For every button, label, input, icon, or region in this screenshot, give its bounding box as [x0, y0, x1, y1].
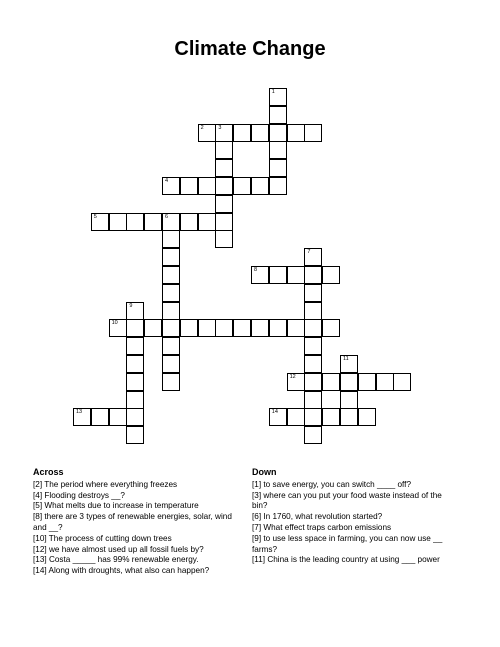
grid-cell[interactable]: [126, 337, 144, 355]
grid-cell[interactable]: [251, 266, 269, 284]
grid-cell[interactable]: [322, 408, 340, 426]
grid-cell[interactable]: [287, 266, 305, 284]
grid-cell[interactable]: [251, 319, 269, 337]
grid-cell[interactable]: [304, 337, 322, 355]
clue-number: 14: [271, 409, 278, 416]
grid-cell[interactable]: [198, 124, 216, 142]
grid-cell[interactable]: [215, 124, 233, 142]
grid-cell[interactable]: [126, 373, 144, 391]
grid-cell[interactable]: [269, 177, 287, 195]
down-clue: [252, 534, 457, 556]
down-clue: [252, 480, 457, 491]
grid-cell[interactable]: [162, 355, 180, 373]
clue-number: [12]: [33, 544, 47, 554]
grid-cell[interactable]: [322, 373, 340, 391]
clue-text: Costa _____ has 99% renewable energy.: [46, 555, 199, 565]
across-clue: [33, 545, 245, 556]
grid-cell[interactable]: [269, 124, 287, 142]
clue-number: 3: [218, 124, 222, 131]
clue-number: 2: [200, 124, 204, 131]
grid-cell[interactable]: [144, 213, 162, 231]
grid-cell[interactable]: [269, 319, 287, 337]
grid-cell[interactable]: [322, 319, 340, 337]
clue-number: [2]: [33, 479, 43, 489]
grid-cell[interactable]: [358, 408, 376, 426]
clue-number: [8]: [33, 512, 43, 522]
clue-number: [4]: [33, 490, 43, 500]
down-clue: [252, 555, 457, 566]
clue-number: [1]: [252, 479, 262, 489]
clue-number: 4: [165, 178, 169, 184]
grid-cell[interactable]: [269, 88, 287, 106]
grid-cell[interactable]: [126, 319, 144, 337]
clue-text: where can you put your food waste instead of the bin?: [252, 490, 442, 511]
grid-cell[interactable]: [109, 408, 127, 426]
grid-cell[interactable]: [340, 373, 358, 391]
across-clue: [33, 491, 245, 502]
grid-cell[interactable]: [91, 213, 109, 231]
grid-cell[interactable]: [109, 319, 127, 337]
grid-cell[interactable]: [304, 124, 322, 142]
grid-cell[interactable]: [162, 373, 180, 391]
grid-cell[interactable]: [215, 319, 233, 337]
grid-cell[interactable]: [304, 319, 322, 337]
grid-cell[interactable]: [126, 302, 144, 320]
across-clues: [33, 467, 245, 577]
grid-cell[interactable]: [73, 408, 91, 426]
grid-cell[interactable]: [215, 195, 233, 213]
grid-cell[interactable]: [269, 266, 287, 284]
grid-cell[interactable]: [269, 106, 287, 124]
clue-number: 1: [271, 89, 275, 95]
grid-cell[interactable]: [162, 302, 180, 320]
grid-cell[interactable]: [233, 319, 251, 337]
grid-cell[interactable]: [162, 213, 180, 231]
grid-cell[interactable]: [304, 373, 322, 391]
clue-number: 9: [129, 302, 133, 309]
grid-cell[interactable]: [198, 213, 216, 231]
clue-number: [6]: [252, 512, 262, 522]
grid-cell[interactable]: [215, 177, 233, 195]
grid-cell[interactable]: [287, 373, 305, 391]
grid-cell[interactable]: [287, 319, 305, 337]
grid-cell[interactable]: [126, 355, 144, 373]
clue-text: Along with droughts, what also can happen?: [46, 566, 210, 576]
grid-cell[interactable]: [180, 319, 198, 337]
clue-text: China is the leading country at using ___ power: [265, 555, 440, 565]
clue-number: 13: [76, 409, 83, 416]
clue-number: 8: [254, 267, 258, 273]
across-clue: [33, 566, 245, 577]
grid-cell[interactable]: [91, 408, 109, 426]
grid-cell[interactable]: [162, 248, 180, 266]
grid-cell[interactable]: [233, 124, 251, 142]
grid-cell[interactable]: [251, 177, 269, 195]
clue-text: to save energy, you can switch ____ off?: [261, 479, 412, 489]
grid-cell[interactable]: [251, 124, 269, 142]
clue-text: we have almost used up all fossil fuels by?: [46, 544, 204, 554]
grid-cell[interactable]: [287, 124, 305, 142]
clue-number: 10: [111, 320, 118, 327]
grid-cell[interactable]: [269, 408, 287, 426]
clue-number: 12: [289, 373, 296, 380]
down-clue: [252, 512, 457, 523]
grid-cell[interactable]: [269, 159, 287, 177]
grid-cell[interactable]: [340, 408, 358, 426]
grid-cell[interactable]: [304, 284, 322, 302]
grid-cell[interactable]: [304, 408, 322, 426]
grid-cell[interactable]: [198, 319, 216, 337]
clue-number: 5: [93, 213, 97, 220]
grid-cell[interactable]: [304, 355, 322, 373]
grid-cell[interactable]: [215, 213, 233, 231]
grid-cell[interactable]: [287, 408, 305, 426]
grid-cell[interactable]: [304, 302, 322, 320]
grid-cell[interactable]: [144, 319, 162, 337]
grid-cell[interactable]: [393, 373, 411, 391]
down-heading: Down: [252, 467, 277, 477]
grid-cell[interactable]: [304, 248, 322, 266]
grid-cell[interactable]: [215, 230, 233, 248]
grid-cell[interactable]: [126, 408, 144, 426]
clue-number: [5]: [33, 501, 43, 511]
grid-cell[interactable]: [304, 266, 322, 284]
clue-number: [11]: [252, 555, 266, 565]
clue-text: The period where everything freezes: [42, 479, 178, 489]
grid-cell[interactable]: [304, 391, 322, 409]
grid-cell[interactable]: [340, 355, 358, 373]
across-clue: [33, 534, 245, 545]
grid-cell[interactable]: [180, 213, 198, 231]
clue-number: [14]: [33, 566, 47, 576]
clue-number: [9]: [252, 533, 262, 543]
grid-cell[interactable]: [233, 177, 251, 195]
clue-number: 6: [165, 213, 169, 220]
clue-text: The process of cutting down trees: [46, 533, 172, 543]
grid-cell[interactable]: [126, 426, 144, 444]
grid-cell[interactable]: [109, 213, 127, 231]
grid-cell[interactable]: [322, 266, 340, 284]
clue-number: [10]: [33, 533, 47, 543]
down-clue: [252, 491, 457, 513]
across-clue: [33, 501, 245, 512]
grid-cell[interactable]: [358, 373, 376, 391]
down-clues: [252, 467, 457, 566]
clue-number: [7]: [252, 522, 262, 532]
across-clue: [33, 480, 245, 491]
grid-cell[interactable]: [215, 159, 233, 177]
grid-cell[interactable]: [198, 177, 216, 195]
grid-cell[interactable]: [376, 373, 394, 391]
across-clue: [33, 555, 245, 566]
clue-text: Flooding destroys __?: [42, 490, 125, 500]
clue-number: [3]: [252, 490, 262, 500]
clue-number: 11: [343, 356, 349, 362]
clue-number: [13]: [33, 555, 47, 565]
grid-cell[interactable]: [180, 177, 198, 195]
clue-text: to use less space in farming, you can now use __ farms?: [252, 533, 443, 554]
clue-text: there are 3 types of renewable energies, solar, wind and __?: [33, 512, 232, 532]
across-heading: Across: [33, 467, 64, 477]
puzzle-title: Climate Change: [174, 38, 326, 60]
clue-text: What effect traps carbon emissions: [261, 522, 392, 532]
grid-cell[interactable]: [126, 391, 144, 409]
clue-number: 7: [307, 249, 311, 256]
grid-cell[interactable]: [162, 284, 180, 302]
grid-cell[interactable]: [215, 141, 233, 159]
across-clue: [33, 512, 245, 534]
clue-text: In 1760, what revolution started?: [261, 512, 383, 522]
grid-cell[interactable]: [269, 141, 287, 159]
grid-cell[interactable]: [340, 391, 358, 409]
grid-cell[interactable]: [162, 337, 180, 355]
grid-cell[interactable]: [162, 266, 180, 284]
grid-cell[interactable]: [304, 426, 322, 444]
grid-cell[interactable]: [162, 230, 180, 248]
clue-text: What melts due to increase in temperature: [42, 501, 199, 511]
down-clue: [252, 523, 457, 534]
grid-cell[interactable]: [162, 177, 180, 195]
grid-cell[interactable]: [162, 319, 180, 337]
grid-cell[interactable]: [126, 213, 144, 231]
